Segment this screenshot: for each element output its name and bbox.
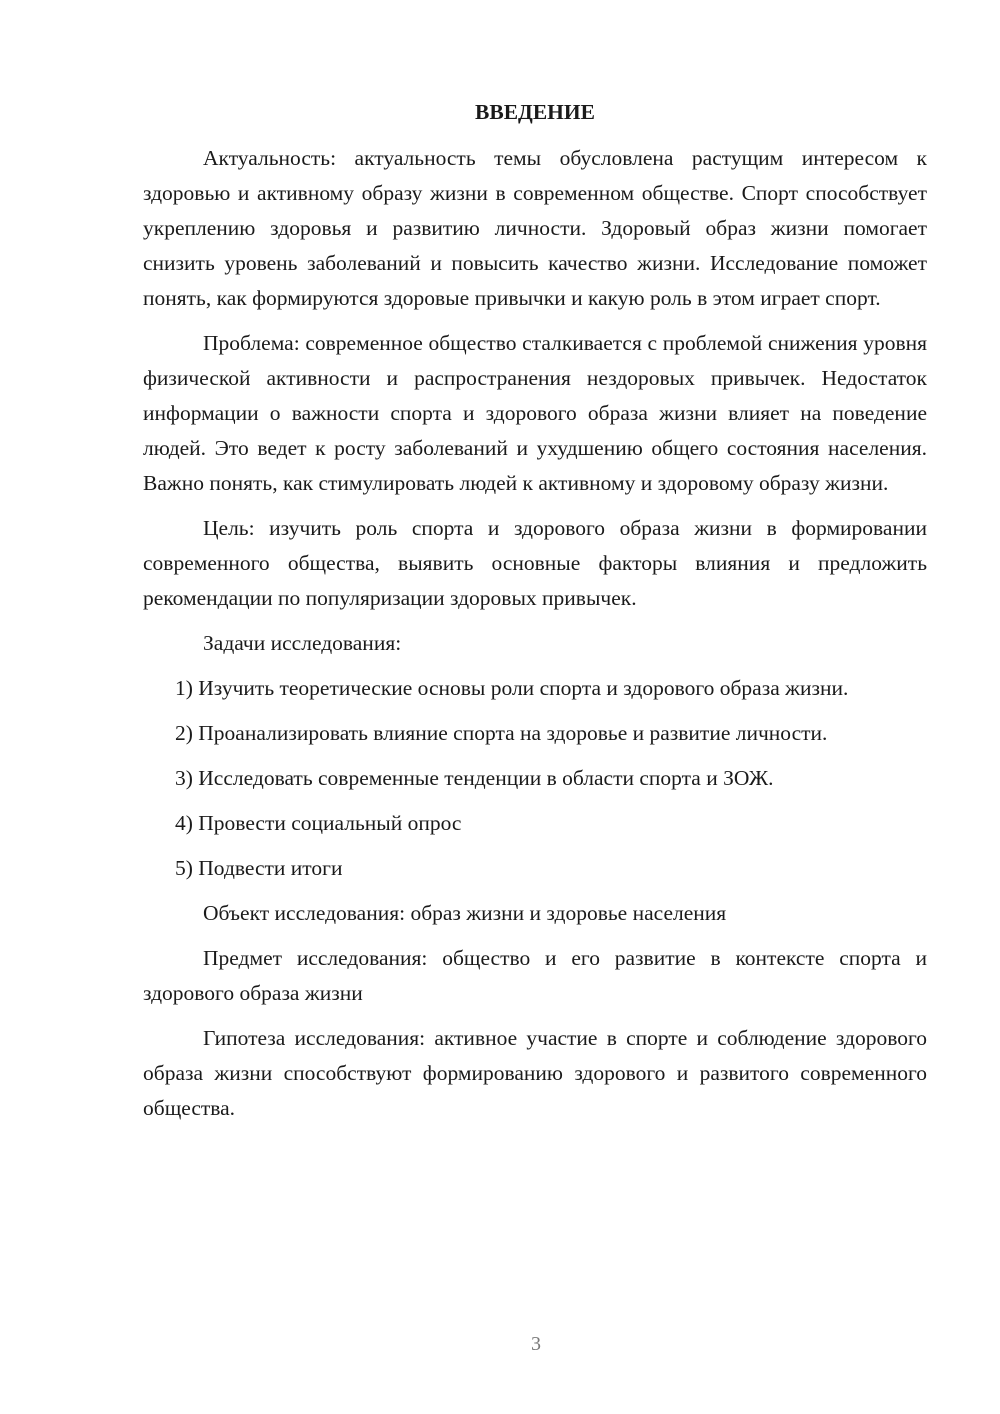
page-number: 3 (531, 1333, 541, 1355)
task-item: 2) Проанализировать влияние спорта на здоровье и развитие личности. (175, 721, 828, 745)
task-item: 5) Подвести итоги (175, 856, 343, 880)
paragraph-relevance: Актуальность: актуальность темы обусловлена растущим интересом к здоровью и активному образу жизни в современном обществе. Спорт способствует укреплению здоровья и развитию личности. Здоровый образ жизни помогает снизить уровень заболеваний и повысить качество жизни. Исследование поможет понять, как формируются здоровые привычки и какую роль в этом играет спорт. (143, 146, 927, 310)
paragraph-goal: Цель: изучить роль спорта и здорового образа жизни в формировании современного общества, выявить основные факторы влияния и предложить рекомендации по популяризации здоровых привычек. (143, 516, 927, 610)
tasks-heading: Задачи исследования: (203, 631, 402, 655)
task-item: 3) Исследовать современные тенденции в области спорта и ЗОЖ. (175, 766, 774, 790)
task-item: 1) Изучить теоретические основы роли спорта и здорового образа жизни. (175, 676, 849, 700)
document-page (143, 95, 927, 1136)
paragraph-hypothesis: Гипотеза исследования: активное участие в спорте и соблюдение здорового образа жизни способствуют формированию здорового и развитого современного общества. (143, 1026, 927, 1120)
paragraph-problem: Проблема: современное общество сталкивается с проблемой снижения уровня физической активности и распространения нездоровых привычек. Недостаток информации о важности спорта и здорового образа жизни влияет на поведение людей. Это ведет к росту заболеваний и ухудшению общего состояния населения. Важно понять, как стимулировать людей к активному и здоровому образу жизни. (143, 331, 927, 495)
page-title: ВВЕДЕНИЕ (475, 100, 595, 124)
paragraph-object: Объект исследования: образ жизни и здоровье населения (203, 901, 727, 925)
paragraph-subject: Предмет исследования: общество и его развитие в контексте спорта и здорового образа жизни (143, 946, 927, 1005)
task-item: 4) Провести социальный опрос (175, 811, 462, 835)
